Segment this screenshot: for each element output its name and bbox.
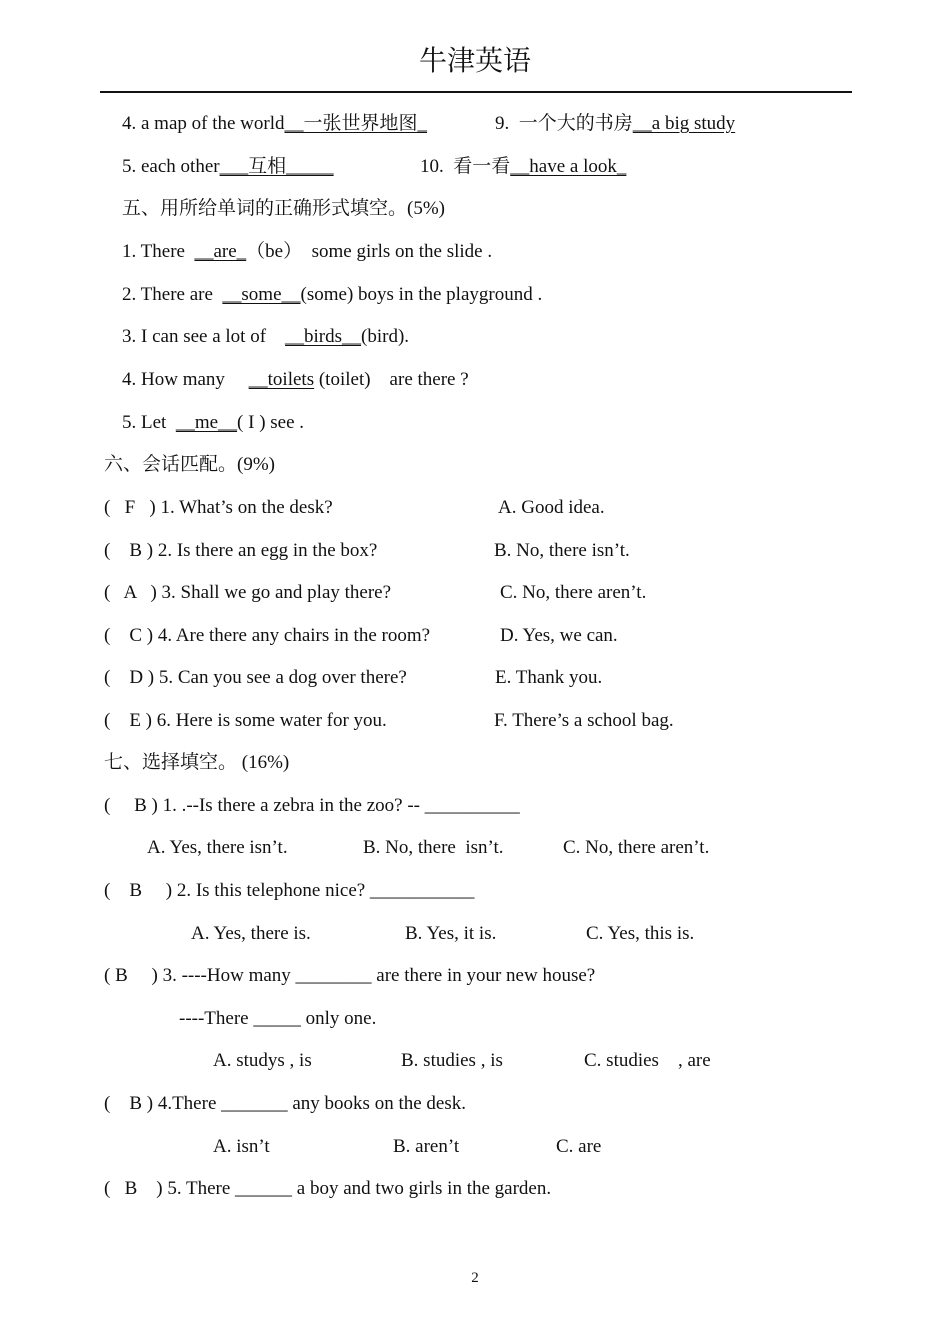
match-answer-e: E. Thank you. xyxy=(495,667,603,688)
choice-question-5: ( B ) 5. There ______ a boy and two girls in the garden. xyxy=(104,1178,552,1199)
vocab-item-4 xyxy=(122,112,427,136)
match-question-6: ( E ) 6. Here is some water for you. xyxy=(104,710,387,731)
match-question-4: ( C ) 4. Are there any chairs in the room? xyxy=(104,625,431,646)
choice-4-option-a: A. isn’t xyxy=(213,1136,270,1157)
vocab-item-5-answer: ___互相_____ xyxy=(219,156,334,177)
choice-2-option-b: B. Yes, it is. xyxy=(405,923,497,944)
page-number: 2 xyxy=(471,1270,479,1286)
item-answer: __some__ xyxy=(222,284,301,305)
item-answer: __are_ xyxy=(194,241,247,262)
item-text: 2. There are xyxy=(122,284,223,305)
match-question-2: ( B ) 2. Is there an egg in the box? xyxy=(104,540,378,561)
item-text: (toilet) are there ? xyxy=(314,369,469,390)
match-question-5: ( D ) 5. Can you see a dog over there? xyxy=(104,667,407,688)
section5-item-5 xyxy=(122,411,304,435)
item-answer: __birds__ xyxy=(285,326,362,347)
vocab-item-10-answer: __have a look_ xyxy=(510,156,627,177)
section5-heading: 五、用所给单词的正确形式填空。(5%) xyxy=(122,198,445,219)
vocab-item-10 xyxy=(420,155,626,179)
item-text: (some) boys in the playground . xyxy=(300,284,543,305)
vocab-item-5 xyxy=(122,155,334,179)
vocab-item-9 xyxy=(495,112,735,136)
item-answer: __toilets xyxy=(248,369,315,390)
item-text: 4. How many xyxy=(122,369,249,390)
match-answer-c: C. No, there aren’t. xyxy=(500,582,647,603)
header-rule xyxy=(100,91,852,93)
choice-4-option-b: B. aren’t xyxy=(393,1136,460,1157)
item-text: 5. Let xyxy=(122,412,176,433)
match-question-1: ( F ) 1. What’s on the desk? xyxy=(104,497,333,518)
match-answer-d: D. Yes, we can. xyxy=(500,625,618,646)
choice-3-option-a: A. studys , is xyxy=(213,1050,312,1071)
page-title: 牛津英语 xyxy=(418,46,531,77)
choice-question-2: ( B ) 2. Is this telephone nice? ___________ xyxy=(104,880,475,901)
match-answer-a: A. Good idea. xyxy=(498,497,605,518)
match-answer-f: F. There’s a school bag. xyxy=(494,710,674,731)
match-question-3: ( A ) 3. Shall we go and play there? xyxy=(104,582,392,603)
choice-1-option-c: C. No, there aren’t. xyxy=(563,837,710,858)
choice-question-3-line-2: ----There _____ only one. xyxy=(179,1008,377,1029)
vocab-item-5-text: 5. each other xyxy=(122,156,220,177)
choice-question-4: ( B ) 4.There _______ any books on the desk. xyxy=(104,1093,466,1114)
match-answer-b: B. No, there isn’t. xyxy=(494,540,630,561)
section6-heading: 六、会话匹配。(9%) xyxy=(104,454,275,475)
item-text: 3. I can see a lot of xyxy=(122,326,286,347)
item-text: 1. There xyxy=(122,241,195,262)
vocab-item-10-text: 10. 看一看 xyxy=(420,156,511,177)
choice-1-option-a: A. Yes, there isn’t. xyxy=(147,837,288,858)
vocab-item-4-answer: __一张世界地图_ xyxy=(284,113,428,134)
section7-heading: 七、选择填空。 (16%) xyxy=(104,752,290,773)
section5-item-3 xyxy=(122,325,409,349)
item-answer: __me__ xyxy=(175,412,238,433)
choice-4-option-c: C. are xyxy=(556,1136,602,1157)
section5-item-2 xyxy=(122,283,542,307)
item-text: (bird). xyxy=(361,326,410,347)
section5-item-1 xyxy=(122,240,492,264)
item-text: （be） some girls on the slide . xyxy=(246,241,493,262)
choice-question-3: ( B ) 3. ----How many ________ are there in your new house? xyxy=(104,965,596,986)
choice-2-option-a: A. Yes, there is. xyxy=(191,923,311,944)
section5-item-4 xyxy=(122,368,469,392)
choice-3-option-b: B. studies , is xyxy=(401,1050,503,1071)
vocab-item-4-text: 4. a map of the world xyxy=(122,113,285,134)
vocab-item-9-answer: __a big study xyxy=(632,113,736,134)
vocab-item-9-text: 9. 一个大的书房 xyxy=(495,113,633,134)
choice-1-option-b: B. No, there isn’t. xyxy=(363,837,504,858)
choice-question-1: ( B ) 1. .--Is there a zebra in the zoo? -- __________ xyxy=(104,795,520,816)
choice-3-option-c: C. studies , are xyxy=(584,1050,711,1071)
choice-2-option-c: C. Yes, this is. xyxy=(586,923,695,944)
item-text: ( I ) see . xyxy=(237,412,305,433)
